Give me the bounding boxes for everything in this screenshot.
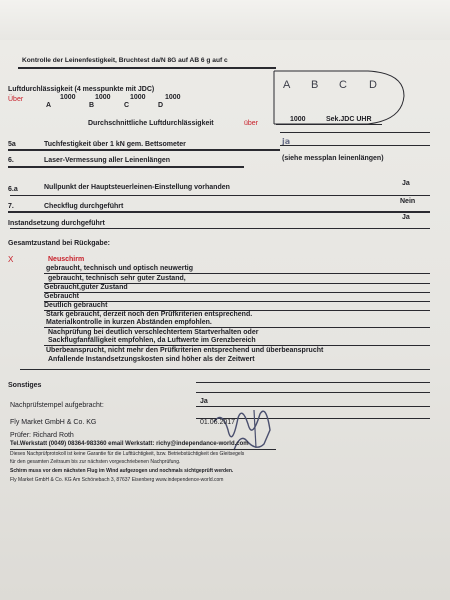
gesamt-x-mark: X (8, 255, 14, 264)
gesamt-rule-3 (44, 292, 430, 293)
item-5a-value: ja (282, 137, 291, 146)
luft-letter-d: D (158, 102, 164, 109)
paper-fold (0, 0, 450, 40)
luft-value-c: 1000 (130, 94, 146, 101)
company-address: Fly Market GmbH & Co. KG Am Schönebach 3, 87637 Eisenberg www.independence-world.com (10, 477, 224, 483)
gesamt-rule-9 (44, 345, 430, 346)
gesamt-option-10: Überbeansprucht, nicht mehr den Prüfkriterien entsprechend und überbeansprucht (46, 347, 324, 354)
gesamt-option-1: gebraucht, technisch und optisch neuwertig (46, 265, 194, 272)
instandsetzung-value: Ja (402, 214, 410, 221)
disclaimer-line-1: Dieses Nachprüfprotokoll ist keine Garantie für die Lufttüchtigkeit, bzw. Betriebstüchtigkeit des Gleitsegels (10, 451, 245, 457)
item-6-number: 6. (8, 157, 14, 164)
avg-underline (276, 124, 382, 125)
avg-value: 1000 (290, 116, 306, 123)
diagram-letter-c: C (339, 79, 347, 91)
gesamt-option-3: Gebraucht,guter Zustand (44, 284, 128, 291)
gesamt-option-4: Gebraucht (44, 293, 80, 300)
gesamt-rule-11 (20, 369, 430, 370)
inspection-date: 01.06.2017 (200, 419, 236, 426)
diagram-letter-b: B (311, 79, 319, 91)
instandsetzung-label: Instandsetzung durchgeführt (8, 220, 105, 227)
item-6-label: Laser-Vermessung aller Leinenlängen (44, 157, 171, 164)
gesamt-option-6: Stark gebraucht, derzeit noch den Prüfkriterien entsprechend. (46, 311, 253, 318)
company-name: Fly Market GmbH & Co. KG (10, 419, 97, 426)
item-7-number: 7. (8, 203, 14, 210)
gesamt-option-7: Materialkontrolle in kurzen Abständen empfohlen. (46, 319, 212, 326)
avg-label: Durchschnittliche Luftdurchlässigkeit (88, 120, 214, 127)
gesamt-option-9: Sackflugfanfälligkeit empfohlen, da Luftwerte im Grenzbereich (48, 337, 256, 344)
stamp-value: Ja (200, 398, 208, 405)
luft-letter-b: B (89, 102, 95, 109)
item-6-rule (8, 166, 244, 168)
stamp-label: Nachprüfstempel aufgebracht: (10, 402, 104, 409)
gesamt-option-8: Nachprüfung bei deutlich verschlechtertem Startverhalten oder (48, 329, 259, 336)
sonstiges-rule-1 (196, 382, 430, 383)
item-6-note: (siehe messplan leinenlängen) (282, 155, 384, 162)
instandsetzung-rule (10, 228, 430, 229)
gesamt-option-0: Neuschirm (48, 256, 85, 263)
item-5a-number: 5a (8, 141, 16, 148)
sonstiges-rule-2 (196, 392, 430, 393)
luft-ueber-label: Über (8, 96, 24, 103)
disclaimer-line-3: Schirm muss vor dem nächsten Flug im Wind aufgezogen und nochmals sichtgeprüft werden. (10, 468, 234, 474)
avg-ueber-label: über (244, 120, 259, 127)
luft-letter-c: C (124, 102, 130, 109)
diagram-letter-a: A (283, 79, 291, 91)
document-title: Kontrolle der Leinenfestigkeit, Bruchtest da/N 8G auf AB 6 g auf c (22, 57, 228, 64)
disclaimer-line-2: für den gesamten Zeitraum bis zur nächsten vorgeschriebenen Nachprüfung. (10, 459, 181, 465)
item-7-rule (8, 211, 430, 213)
item-5a-value-rule (280, 145, 430, 146)
luft-value-d: 1000 (165, 94, 181, 101)
contact-line: Tel.Werkstatt (0049) 08364-983360 email Werkstatt: richy@independance-world.com (10, 441, 249, 447)
item-7-value: Nein (400, 198, 416, 205)
item-6a-number: 6.a (8, 186, 18, 193)
item-7-label: Checkflug durchgeführt (44, 203, 124, 210)
gesamt-heading: Gesamtzustand bei Rückgabe: (8, 240, 110, 247)
title-underline (18, 67, 276, 69)
luft-heading: Luftdurchlässigkeit (4 messpunkte mit JDC) (8, 86, 155, 93)
luft-letter-a: A (46, 102, 52, 109)
row-rule (280, 132, 430, 133)
luft-value-a: 1000 (60, 94, 76, 101)
gesamt-option-11: Anfallende Instandsetzungskosten sind höher als der Zeitwert (48, 356, 255, 363)
item-6a-label: Nullpunkt der Hauptsteuerleinen-Einstellung vorhanden (44, 184, 230, 191)
gesamt-rule-1 (44, 273, 430, 274)
pruefer-name: Prüfer: Richard Roth (10, 432, 74, 439)
item-6a-rule (10, 195, 430, 196)
contact-underline (10, 449, 276, 450)
gesamt-option-2: gebraucht, technisch sehr guter Zustand, (48, 275, 186, 282)
avg-device: Sek.JDC UHR (326, 116, 372, 123)
item-6a-value: Ja (402, 180, 410, 187)
item-5a-label: Tuchfestigkeit über 1 kN gem. Bettsometer (44, 141, 186, 148)
gesamt-rule-7 (44, 327, 430, 328)
item-5a-rule (8, 149, 280, 151)
gesamt-option-5: Deutlich gebraucht (44, 302, 108, 309)
luft-value-b: 1000 (95, 94, 111, 101)
diagram-letter-d: D (369, 79, 377, 91)
sonstiges-label: Sonstiges (8, 382, 42, 389)
